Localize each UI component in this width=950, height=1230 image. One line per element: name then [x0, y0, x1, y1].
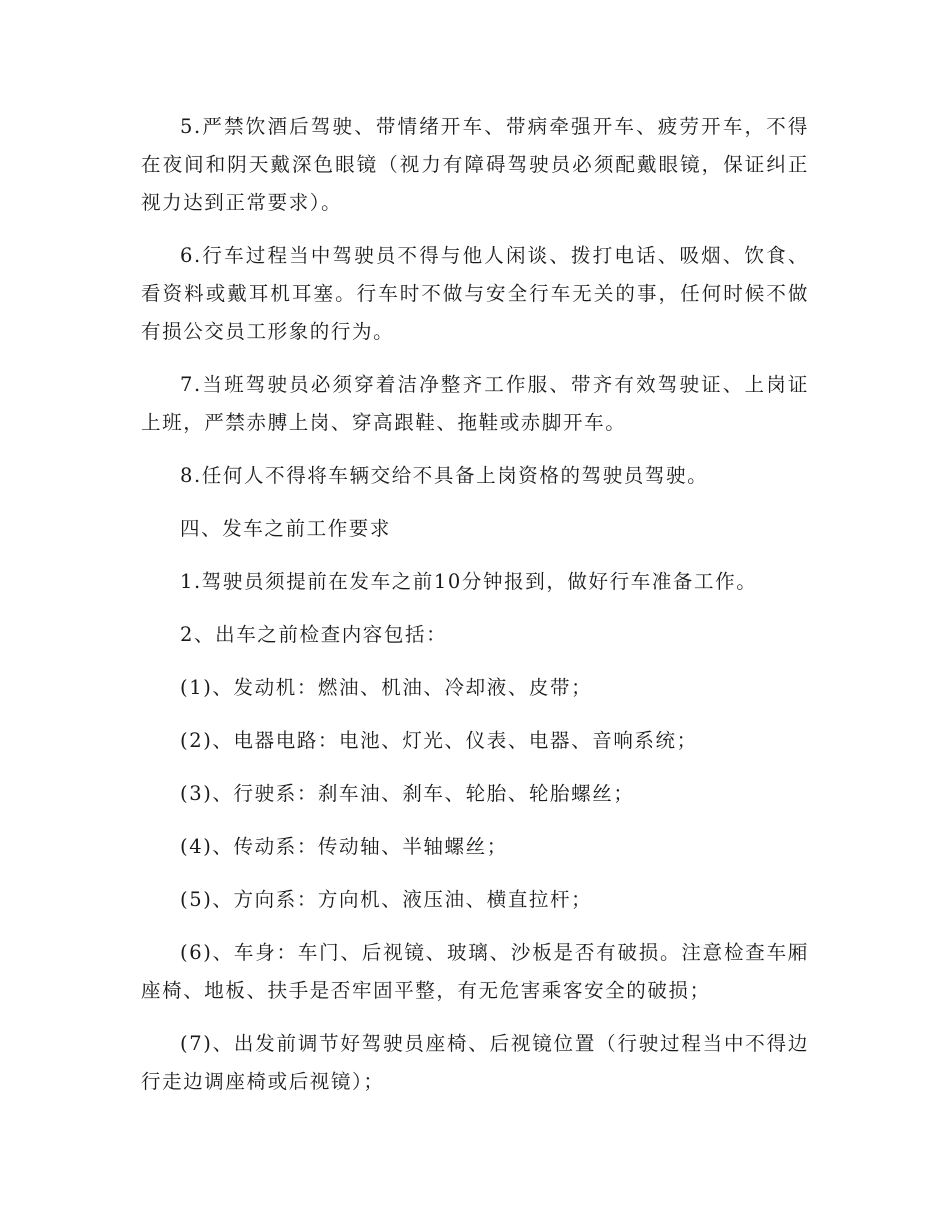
- document-body: [141, 108, 809, 1101]
- check-item-drivetrain: (4)、传动系：传动轴、半轴螺丝；: [180, 835, 508, 858]
- check-item-body: (6)、车身：车门、后视镜、玻璃、沙板是否有破损。注意检查车厢座椅、地板、扶手是否牢固平整，有无危害乘客安全的破损；: [141, 941, 809, 1002]
- check-item-steering: (5)、方向系：方向机、液压油、横直拉杆；: [180, 888, 593, 911]
- paragraph-rule-6: 6.行车过程当中驾驶员不得与他人闲谈、拨打电话、吸烟、饮食、看资料或戴耳机耳塞。行车时不做与安全行车无关的事，任何时候不做有损公交员工形象的行为。: [141, 244, 809, 343]
- check-item-engine: (1)、发动机：燃油、机油、冷却液、皮带；: [180, 676, 593, 699]
- paragraph-rule-8: 8.任何人不得将车辆交给不具备上岗资格的驾驶员驾驶。: [180, 464, 709, 487]
- check-item-electrical: (2)、电器电路：电池、灯光、仪表、电器、音响系统；: [180, 729, 698, 752]
- paragraph-rule-7: 7.当班驾驶员必须穿着洁净整齐工作服、带齐有效驾驶证、上岗证上班，严禁赤膊上岗、穿高跟鞋、拖鞋或赤脚开车。: [141, 373, 809, 434]
- check-item-running-gear: (3)、行驶系：刹车油、刹车、轮胎、轮胎螺丝；: [180, 782, 635, 805]
- paragraph-rule-5: 5.严禁饮酒后驾驶、带情绪开车、带病牵强开车、疲劳开车，不得在夜间和阴天戴深色眼镜（视力有障碍驾驶员必须配戴眼镜，保证纠正视力达到正常要求）。: [141, 115, 809, 214]
- paragraph-item-2: 2、出车之前检查内容包括：: [180, 623, 448, 646]
- paragraph-item-1: 1.驾驶员须提前在发车之前10分钟报到，做好行车准备工作。: [180, 570, 758, 593]
- section-heading: 四、发车之前工作要求: [180, 517, 392, 540]
- check-item-adjustment: (7)、出发前调节好驾驶员座椅、后视镜位置（行驶过程当中不得边行走边调座椅或后视镜）；: [141, 1032, 809, 1093]
